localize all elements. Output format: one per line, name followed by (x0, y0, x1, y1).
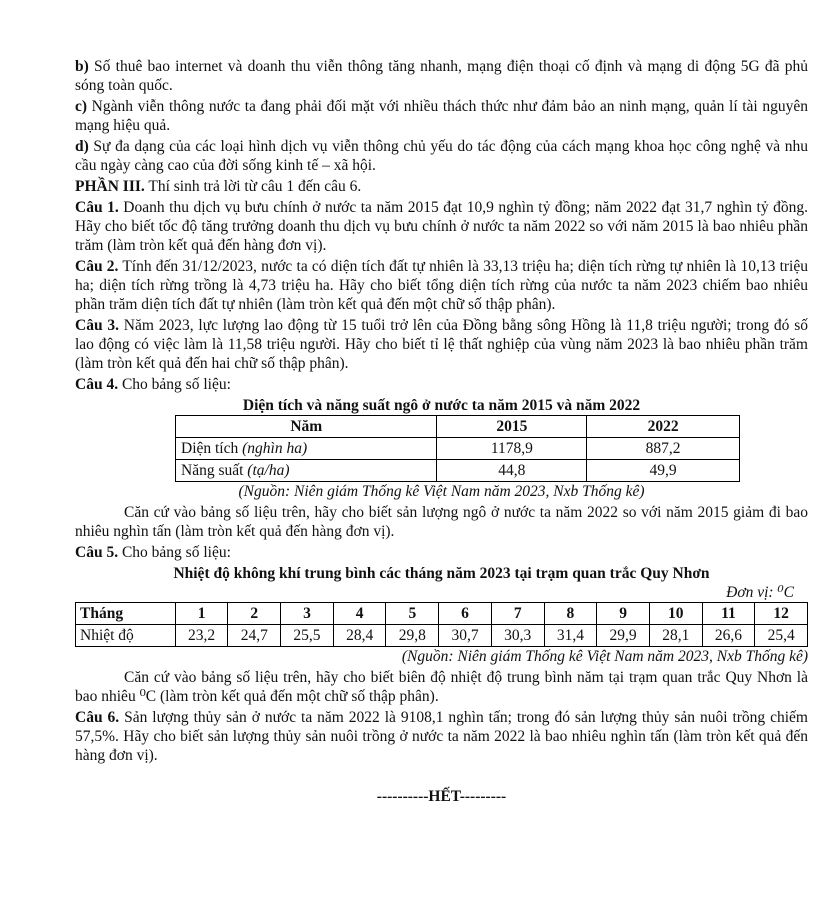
question-5-body: Căn cứ vào bảng số liệu trên, hãy cho biết biên độ nhiệt độ trung bình năm tại trạm quan trắc Quy Nhơn là bao nhiêu ⁰C (làm tròn kết quả đến một chữ số thập phân). (75, 669, 808, 705)
statement-d: d) Sự đa dạng của các loại hình dịch vụ viễn thông chủ yếu do tác động của cách mạng khoa học công nghệ và nhu cầu ngày càng cao của đời sống kinh tế – xã hội. (75, 138, 808, 174)
temperature-cell: 26,6 (702, 625, 755, 647)
question-5: Câu 5. Cho bảng số liệu: (75, 544, 231, 561)
table-row (76, 603, 808, 625)
row-label: Diện tích (nghìn ha) (176, 438, 437, 460)
corn-table (175, 415, 740, 482)
month-cell: 7 (491, 603, 544, 625)
table-row (176, 460, 740, 482)
part-3-heading: PHẦN III. Thí sinh trả lời từ câu 1 đến câu 6. (75, 178, 362, 195)
row-label: Năng suất (tạ/ha) (176, 460, 437, 482)
month-cell: 9 (597, 603, 650, 625)
question-3: Câu 3. Năm 2023, lực lượng lao động từ 15 tuổi trở lên của Đồng bằng sông Hồng là 11,8 triệu người; trong đó số lao động có việc làm là 11,58 triệu người. Hãy cho biết tỉ lệ thất nghiệp của vùng năm 2023 là bao nhiêu phần trăm (làm tròn kết quả đến hai chữ số thập phân). (75, 317, 808, 372)
temperature-table (75, 602, 808, 647)
question-1: Câu 1. Doanh thu dịch vụ bưu chính ở nước ta năm 2015 đạt 10,9 nghìn tỷ đồng; năm 2022 đạt 31,7 nghìn tỷ đồng. Hãy cho biết tốc độ tăng trưởng doanh thu dịch vụ bưu chính ở nước ta năm 2022 so với năm 2015 là bao nhiêu phần trăm (làm tròn kết quả đến hàng đơn vị). (75, 199, 808, 254)
table2-source: (Nguồn: Niên giám Thống kê Việt Nam năm 2023, Nxb Thống kê) (401, 648, 808, 665)
temperature-cell: 29,9 (597, 625, 650, 647)
end-marker: ----------HẾT--------- (376, 788, 507, 805)
month-cell: 10 (649, 603, 702, 625)
table-cell: 49,9 (587, 460, 740, 482)
temperature-cell: 23,2 (175, 625, 228, 647)
temperature-cell: 31,4 (544, 625, 597, 647)
month-cell: 1 (175, 603, 228, 625)
temperature-cell: 30,7 (439, 625, 492, 647)
table-row (76, 625, 808, 647)
table1-source: (Nguồn: Niên giám Thống kê Việt Nam năm 2023, Nxb Thống kê) (238, 483, 645, 500)
table1-header-2015: 2015 (437, 416, 587, 438)
temperature-cell: 24,7 (228, 625, 281, 647)
row-label: Nhiệt độ (76, 625, 176, 647)
table-row (176, 438, 740, 460)
question-2: Câu 2. Tính đến 31/12/2023, nước ta có diện tích đất tự nhiên là 33,13 triệu ha; diện tích rừng tự nhiên là 10,13 triệu ha; diện tích rừng trồng là 4,73 triệu ha. Hãy cho biết tổng diện tích rừng của nước ta năm 2023 chiếm bao nhiêu phần trăm diện tích đất tự nhiên (làm tròn kết quả đến một chữ số thập phân). (75, 258, 808, 313)
month-cell: 11 (702, 603, 755, 625)
statement-c: c) Ngành viễn thông nước ta đang phải đối mặt với nhiều thách thức như đảm bảo an ninh mạng, quản lí tài nguyên mạng hiệu quả. (75, 98, 808, 134)
table-cell: 44,8 (437, 460, 587, 482)
month-cell: 3 (281, 603, 334, 625)
row-label: Tháng (76, 603, 176, 625)
month-cell: 6 (439, 603, 492, 625)
question-4: Câu 4. Cho bảng số liệu: (75, 376, 231, 393)
temperature-cell: 29,8 (386, 625, 439, 647)
table1-header-2022: 2022 (587, 416, 740, 438)
table1-header-year: Năm (176, 416, 437, 438)
temperature-cell: 25,4 (755, 625, 808, 647)
month-cell: 2 (228, 603, 281, 625)
temperature-cell: 28,1 (649, 625, 702, 647)
question-4-body: Căn cứ vào bảng số liệu trên, hãy cho biết sản lượng ngô ở nước ta năm 2022 so với năm 2015 giảm đi bao nhiêu nghìn tấn (làm tròn kết quả đến hàng đơn vị). (75, 504, 808, 540)
month-cell: 8 (544, 603, 597, 625)
statement-b: b) Số thuê bao internet và doanh thu viễn thông tăng nhanh, mạng điện thoại cố định và mạng di động 5G đã phủ sóng toàn quốc. (75, 58, 808, 94)
table2-title: Nhiệt độ không khí trung bình các tháng năm 2023 tại trạm quan trắc Quy Nhơn (173, 565, 710, 582)
table1-title: Diện tích và năng suất ngô ở nước ta năm 2015 và năm 2022 (242, 397, 641, 414)
month-cell: 12 (755, 603, 808, 625)
temperature-cell: 30,3 (491, 625, 544, 647)
table2-unit: Đơn vị: ⁰C (726, 584, 794, 601)
temperature-cell: 28,4 (333, 625, 386, 647)
table-cell: 887,2 (587, 438, 740, 460)
question-6: Câu 6. Sản lượng thủy sản ở nước ta năm 2022 là 9108,1 nghìn tấn; trong đó sản lượng thủy sản nuôi trồng chiếm 57,5%. Hãy cho biết sản lượng thủy sản nuôi trồng ở nước ta năm 2022 là bao nhiêu nghìn tấn (làm tròn kết quả đến hàng đơn vị). (75, 709, 808, 764)
month-cell: 5 (386, 603, 439, 625)
temperature-cell: 25,5 (281, 625, 334, 647)
table-cell: 1178,9 (437, 438, 587, 460)
month-cell: 4 (333, 603, 386, 625)
